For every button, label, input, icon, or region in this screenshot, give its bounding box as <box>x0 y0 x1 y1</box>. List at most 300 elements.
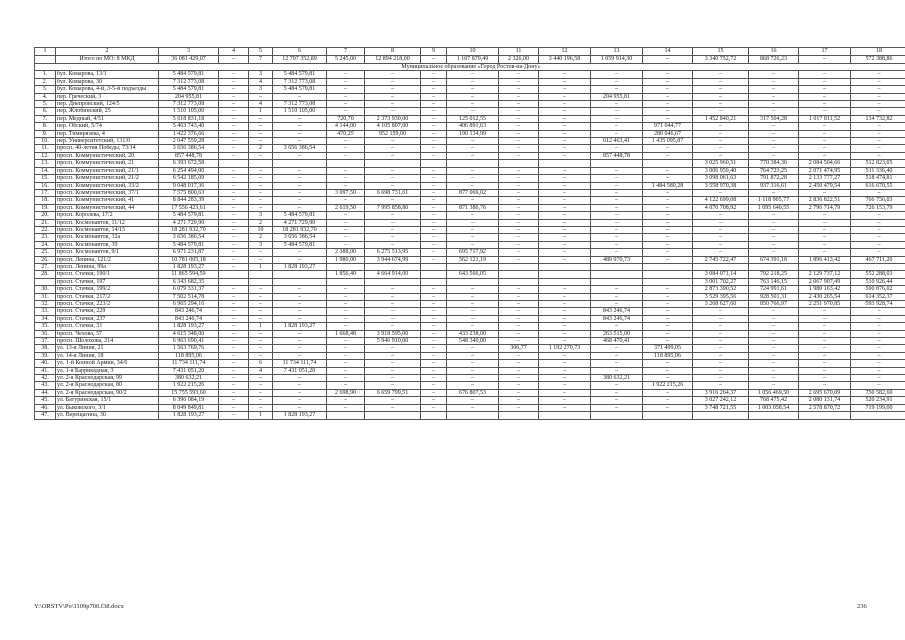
table-cell: – <box>749 375 799 382</box>
table-cell: – <box>421 234 447 241</box>
table-cell: – <box>643 219 693 226</box>
table-cell: 2 796 714,79 <box>799 204 851 211</box>
table-cell: – <box>499 301 539 308</box>
table-cell: – <box>693 345 749 352</box>
table-cell: – <box>539 315 591 322</box>
table-cell: – <box>749 330 799 337</box>
table-cell: 41. <box>35 367 56 374</box>
table-cell: 5 484 579,81 <box>273 86 327 93</box>
table-cell: – <box>591 123 643 130</box>
table-cell: 868 726,23 <box>749 56 799 64</box>
table-cell: – <box>693 234 749 241</box>
table-cell: 468 470,41 <box>591 338 643 345</box>
table-cell: – <box>539 330 591 337</box>
table-cell: – <box>749 86 799 93</box>
table-cell: 3 025 960,51 <box>693 160 749 167</box>
table-row <box>35 212 905 219</box>
table-cell: 2 373 930,00 <box>365 115 421 122</box>
table-cell: 5 484 579,81 <box>159 86 219 93</box>
table-cell: 44. <box>35 389 56 396</box>
table-cell: 6 275 513,95 <box>365 249 421 256</box>
table-cell: – <box>539 212 591 219</box>
table-cell: – <box>365 138 421 145</box>
table-cell: – <box>499 182 539 189</box>
table-row <box>35 189 905 196</box>
table-cell: бул. Комарова, 4-й, 3-5-й подъезды <box>56 86 159 93</box>
table-cell: 10 781 005,18 <box>159 256 219 263</box>
table-cell: – <box>539 226 591 233</box>
table-cell: 1 107 879,49 <box>447 56 499 64</box>
table-cell: – <box>219 375 249 382</box>
table-cell: – <box>749 352 799 359</box>
table-cell: – <box>273 256 327 263</box>
table-cell: – <box>499 86 539 93</box>
table-cell: 7 995 858,80 <box>365 204 421 211</box>
table-cell: – <box>327 152 365 159</box>
table-cell: просп. Космонавтов, 39 <box>56 241 159 248</box>
table-cell: – <box>591 301 643 308</box>
table-cell: 2 745 722,47 <box>693 256 749 263</box>
table-cell: – <box>499 382 539 389</box>
table-cell: – <box>799 226 851 233</box>
table-cell <box>421 271 447 278</box>
table-cell: 2 080 131,74 <box>799 397 851 404</box>
table-cell: – <box>851 241 905 248</box>
table-cell: – <box>591 101 643 108</box>
table-cell: – <box>749 367 799 374</box>
table-cell: – <box>327 404 365 411</box>
table-cell: 7 312 773,08 <box>273 78 327 85</box>
table-cell: – <box>499 145 539 152</box>
table-cell: – <box>799 219 851 226</box>
table-cell: 10 <box>447 48 499 56</box>
table-cell: – <box>219 86 249 93</box>
table-cell: 3 097,50 <box>327 189 365 196</box>
table-cell: – <box>693 108 749 115</box>
table-cell <box>273 160 327 167</box>
table-cell: – <box>273 389 327 396</box>
table-cell: 204 955,81 <box>591 93 643 100</box>
table-row <box>35 167 905 174</box>
table-cell: – <box>693 145 749 152</box>
table-cell: – <box>273 286 327 293</box>
table-cell: 2 695 670,09 <box>799 389 851 396</box>
table-row <box>35 367 905 374</box>
table-cell: – <box>643 115 693 122</box>
table-cell: – <box>447 293 499 300</box>
table-cell <box>643 263 693 270</box>
table-cell: – <box>219 293 249 300</box>
table-cell: – <box>749 78 799 85</box>
table-cell: 8. <box>35 123 56 130</box>
table-cell: – <box>539 219 591 226</box>
table-cell: – <box>591 241 643 248</box>
table-cell: – <box>693 219 749 226</box>
table-cell: 616 670,55 <box>851 182 905 189</box>
table-cell: – <box>273 93 327 100</box>
table-cell: 5 618 831,18 <box>159 115 219 122</box>
table-cell: – <box>539 167 591 174</box>
table-cell: 1 056 469,50 <box>749 389 799 396</box>
table-cell: – <box>219 412 249 419</box>
table-row <box>35 175 905 182</box>
table-cell: просп. Коммунистический, 20 <box>56 152 159 159</box>
table-cell: 4 <box>249 367 273 374</box>
table-cell: – <box>447 167 499 174</box>
table-cell: – <box>219 397 249 404</box>
table-cell: 3 529 395,56 <box>693 293 749 300</box>
table-cell: просп. 40-летия Победы, 73/14 <box>56 145 159 152</box>
table-cell: 9 048 017,36 <box>159 182 219 189</box>
table-cell: 263 515,00 <box>591 330 643 337</box>
table-cell: – <box>499 167 539 174</box>
table-cell: 3 656 386,54 <box>159 234 219 241</box>
table-row <box>35 160 905 167</box>
table-cell: – <box>499 234 539 241</box>
table-cell: – <box>591 145 643 152</box>
table-cell: – <box>365 78 421 85</box>
table-cell: – <box>447 93 499 100</box>
table-cell: – <box>643 330 693 337</box>
table-cell: – <box>499 123 539 130</box>
table-cell: – <box>591 204 643 211</box>
table-cell: 2 084 504,66 <box>799 160 851 167</box>
table-cell: 764 723,25 <box>749 167 799 174</box>
table-cell: – <box>591 382 643 389</box>
table-row <box>35 234 905 241</box>
table-cell: – <box>499 71 539 78</box>
table-cell: – <box>799 123 851 130</box>
table-cell: – <box>447 286 499 293</box>
table-cell: 1 828 193,27 <box>159 323 219 330</box>
table-cell: – <box>693 212 749 219</box>
table-cell: 676 807,53 <box>447 389 499 396</box>
table-cell: – <box>749 123 799 130</box>
table-row <box>35 330 905 337</box>
table-cell: – <box>249 138 273 145</box>
table-cell: – <box>273 197 327 204</box>
table-cell: 118 895,06 <box>643 352 693 359</box>
table-cell: – <box>539 360 591 367</box>
table-cell: 7 575 800,63 <box>159 189 219 196</box>
table-cell: 1 <box>35 48 56 56</box>
table-cell: – <box>851 101 905 108</box>
table-cell: – <box>851 93 905 100</box>
table-cell: – <box>693 352 749 359</box>
table-cell: – <box>693 189 749 196</box>
table-row <box>35 86 905 93</box>
table-row <box>35 145 905 152</box>
table-cell: – <box>365 323 421 330</box>
table-cell: 971 044,77 <box>643 123 693 130</box>
table-cell: – <box>643 189 693 196</box>
table-cell: – <box>851 315 905 322</box>
table-cell <box>447 412 499 419</box>
table-cell: 46. <box>35 404 56 411</box>
table-cell <box>643 278 693 285</box>
table-cell: – <box>249 293 273 300</box>
table-cell: – <box>499 93 539 100</box>
table-cell: – <box>591 78 643 85</box>
table-cell <box>249 271 273 278</box>
table-cell: 11 734 111,74 <box>273 360 327 367</box>
table-cell: – <box>447 145 499 152</box>
table-cell: – <box>749 360 799 367</box>
table-cell: – <box>693 93 749 100</box>
table-cell: 766 756,03 <box>851 197 905 204</box>
table-cell: 3 001 702,27 <box>693 278 749 285</box>
table-cell: 317 504,28 <box>749 115 799 122</box>
table-cell: – <box>499 115 539 122</box>
table-cell: просп. Коммунистический, 44 <box>56 204 159 211</box>
table-cell: – <box>539 145 591 152</box>
table-cell: – <box>591 249 643 256</box>
table-cell: – <box>249 93 273 100</box>
table-cell: – <box>219 101 249 108</box>
table-cell: – <box>327 212 365 219</box>
table-cell: – <box>273 315 327 322</box>
table-cell: 1 017 811,52 <box>799 115 851 122</box>
table-cell: 4 615 348,00 <box>159 330 219 337</box>
table-row <box>35 115 905 122</box>
table-cell: – <box>219 315 249 322</box>
table-cell: – <box>591 397 643 404</box>
table-cell: 21. <box>35 219 56 226</box>
table-cell <box>539 263 591 270</box>
table-cell: – <box>327 382 365 389</box>
table-cell: – <box>327 93 365 100</box>
table-cell <box>643 271 693 278</box>
table-cell: 6 396 084,19 <box>159 397 219 404</box>
table-cell: – <box>219 175 249 182</box>
table-cell: 1 856,40 <box>327 271 365 278</box>
table-cell: 5 946 910,00 <box>365 338 421 345</box>
table-cell: – <box>591 71 643 78</box>
table-cell: 3 558 970,38 <box>693 182 749 189</box>
table-cell: 1 510 105,00 <box>159 108 219 115</box>
table-cell: – <box>273 375 327 382</box>
table-cell: 843 246,74 <box>159 308 219 315</box>
table-cell: 4 <box>219 48 249 56</box>
table-cell: – <box>327 301 365 308</box>
table-row <box>35 108 905 115</box>
table-cell: – <box>539 182 591 189</box>
table-row <box>35 301 905 308</box>
table-row <box>35 286 905 293</box>
table-cell: пер. Университетский, 131/0 <box>56 138 159 145</box>
table-cell: – <box>693 308 749 315</box>
table-cell: 4 271 729,90 <box>159 219 219 226</box>
table-cell: – <box>365 286 421 293</box>
table-cell: просп. Стачки, 223/2 <box>56 301 159 308</box>
table-row <box>35 197 905 204</box>
table-cell: – <box>327 108 365 115</box>
table-cell: – <box>447 212 499 219</box>
table-cell: – <box>539 101 591 108</box>
table-cell: – <box>749 130 799 137</box>
table-cell: – <box>249 182 273 189</box>
table-cell: – <box>499 404 539 411</box>
table-cell: – <box>799 360 851 367</box>
table-cell: – <box>219 330 249 337</box>
table-cell: 24. <box>35 241 56 248</box>
table-cell: 36. <box>35 330 56 337</box>
table-row <box>35 182 905 189</box>
table-cell: – <box>539 352 591 359</box>
table-cell: – <box>219 338 249 345</box>
table-cell: – <box>749 93 799 100</box>
table-cell: – <box>447 78 499 85</box>
table-cell: – <box>421 78 447 85</box>
table-cell: – <box>421 219 447 226</box>
table-cell: – <box>643 78 693 85</box>
table-cell: 719 199,00 <box>851 404 905 411</box>
table-cell: – <box>421 123 447 130</box>
table-cell: – <box>643 234 693 241</box>
table-cell: 306,77 <box>499 345 539 352</box>
table-cell: 3 656 386,54 <box>159 145 219 152</box>
table-cell: – <box>219 167 249 174</box>
table-cell: – <box>273 175 327 182</box>
table-cell: – <box>591 286 643 293</box>
table-cell: 25. <box>35 249 56 256</box>
table-cell: 4 122 699,08 <box>693 197 749 204</box>
table-cell: – <box>799 145 851 152</box>
table-cell: – <box>327 352 365 359</box>
table-cell: 3. <box>35 86 56 93</box>
table-cell: просп. Коммунистический, 21/2 <box>56 175 159 182</box>
table-cell: – <box>421 367 447 374</box>
table-cell: – <box>365 293 421 300</box>
table-cell: – <box>539 204 591 211</box>
table-cell: – <box>799 138 851 145</box>
table-cell: 2. <box>35 78 56 85</box>
table-cell: – <box>591 404 643 411</box>
table-cell: – <box>219 145 249 152</box>
table-cell: 3 944 674,99 <box>365 256 421 263</box>
table-cell: – <box>749 382 799 389</box>
table-cell: – <box>249 375 273 382</box>
table-cell: 612 463,41 <box>591 138 643 145</box>
table-cell <box>539 271 591 278</box>
capital-repair-table <box>34 47 905 420</box>
table-cell: 2 <box>56 48 159 56</box>
table-cell <box>539 278 591 285</box>
table-cell: – <box>249 345 273 352</box>
table-cell: 4. <box>35 93 56 100</box>
table-cell: – <box>365 145 421 152</box>
table-cell: – <box>799 315 851 322</box>
table-cell: – <box>799 101 851 108</box>
table-cell: – <box>643 286 693 293</box>
table-cell: – <box>273 167 327 174</box>
table-cell: – <box>249 249 273 256</box>
table-cell <box>499 278 539 285</box>
table-cell: – <box>643 145 693 152</box>
table-cell: – <box>693 360 749 367</box>
table-row <box>35 71 905 78</box>
table-cell: – <box>693 78 749 85</box>
table-cell: – <box>643 71 693 78</box>
table-cell: 20. <box>35 212 56 219</box>
table-cell: ул. 13-я Линия, 21 <box>56 345 159 352</box>
table-cell: – <box>219 256 249 263</box>
table-cell: 12 <box>539 48 591 56</box>
table-cell: 1 668,48 <box>327 330 365 337</box>
table-cell: – <box>799 338 851 345</box>
table-cell: пер. Тимирязева, 4 <box>56 130 159 137</box>
table-cell: 7 <box>327 48 365 56</box>
table-cell: – <box>799 130 851 137</box>
table-cell: 857 448,78 <box>591 152 643 159</box>
table-cell <box>421 278 447 285</box>
table-cell: – <box>499 315 539 322</box>
table-cell: – <box>365 382 421 389</box>
table-cell: – <box>421 145 447 152</box>
page-number: 236 <box>857 603 867 610</box>
table-cell: – <box>539 256 591 263</box>
table-cell: – <box>219 352 249 359</box>
table-row <box>35 101 905 108</box>
table-cell: – <box>851 138 905 145</box>
table-cell: – <box>499 397 539 404</box>
table-cell: – <box>591 175 643 182</box>
municipality-title: Муниципальное образование «Город Ростов-на-Дону» <box>35 64 905 71</box>
table-cell: 22. <box>35 226 56 233</box>
table-cell: – <box>327 226 365 233</box>
table-cell: 1 828 193,27 <box>273 323 327 330</box>
table-cell <box>539 160 591 167</box>
table-cell: – <box>219 389 249 396</box>
table-cell: – <box>447 86 499 93</box>
table-cell: – <box>499 212 539 219</box>
table-cell: ул. 2-я Краснодарская, 99 <box>56 375 159 382</box>
table-cell: – <box>365 197 421 204</box>
table-cell: – <box>693 130 749 137</box>
table-cell: – <box>421 249 447 256</box>
table-cell: – <box>273 352 327 359</box>
table-cell: – <box>591 219 643 226</box>
table-cell: 1 435 095,87 <box>643 138 693 145</box>
table-cell: 18 281 932,70 <box>273 226 327 233</box>
table-cell: – <box>421 323 447 330</box>
table-cell: – <box>851 308 905 315</box>
table-cell: 1 896 413,42 <box>799 256 851 263</box>
table-cell: – <box>421 167 447 174</box>
table-cell: 6 <box>273 48 327 56</box>
table-row <box>35 345 905 352</box>
table-cell: – <box>643 226 693 233</box>
table-row <box>35 404 905 411</box>
table-cell: 4 271 729,90 <box>273 219 327 226</box>
table-cell: – <box>365 93 421 100</box>
table-cell: – <box>499 375 539 382</box>
table-cell: 12. <box>35 152 56 159</box>
table-cell: – <box>749 345 799 352</box>
table-cell: – <box>249 152 273 159</box>
table-cell: – <box>249 382 273 389</box>
table-cell: 5 484 579,81 <box>159 71 219 78</box>
table-cell: 3 084 071,14 <box>693 271 749 278</box>
table-row <box>35 256 905 263</box>
table-cell: 17. <box>35 189 56 196</box>
table-cell: 5 484 579,81 <box>159 241 219 248</box>
table-cell: 134 732,82 <box>851 115 905 122</box>
table-cell: – <box>327 308 365 315</box>
table-cell: – <box>591 389 643 396</box>
table-cell: 467 711,20 <box>851 256 905 263</box>
table-cell: – <box>447 197 499 204</box>
